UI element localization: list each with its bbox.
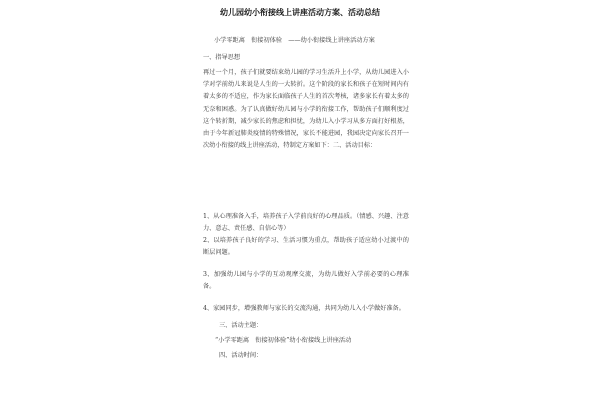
goal-item-4: 4、家园同步，增强教师与家长的交流沟通，共同为幼儿入小学做好准备。 <box>203 305 405 312</box>
activity-theme-text: “小学零距离 衔接初体验”幼小衔接线上讲座活动 <box>215 337 352 344</box>
goal-item-2: 2、以培养孩子良好的学习、生活习惯为重点，帮助孩子适应幼小过渡中的断层问题。 <box>203 237 409 257</box>
guiding-ideology-paragraph: 再过一个月，孩子们就要结束幼儿园的学习生活升上小学，从幼儿园进入小学对学前幼儿来说是人生的一大转折。这个阶段的家长和孩子在短时间内有着太多的不适应，作为家长面临孩子人生的首次考核，诸多家长有着太多的无奈和困惑。为了认真做好幼儿园与小学的衔接工作，帮助孩子们顺利度过这个转折期，减少家长的焦虑和担忧，为幼儿入小学习从多方面打好根基，由于今年新冠肺炎疫情的特殊情况，家长不能进园，我园决定向家长召开一次幼小衔接的线上讲座活动，特制定方案如下：二、活动目标： <box>203 69 409 150</box>
document-title: 幼儿园幼小衔接线上讲座活动方案、活动总结 <box>220 7 380 17</box>
section-heading-guiding-ideology: 一、指导思想 <box>203 54 241 61</box>
goal-item-3: 3、加强幼儿园与小学的互动观摩交流，为幼儿做好入学前必要的心理准备。 <box>203 271 409 291</box>
section-heading-time: 四、活动时间： <box>219 352 263 359</box>
section-heading-theme: 三、活动主题： <box>219 322 263 329</box>
goal-item-1: 1、从心理准备入手，培养孩子入学前良好的心理品质。（情感、兴趣、注意力、意志、责任感、自信心等） <box>203 213 409 233</box>
document-subtitle: 小学零距离 衔接初体验 ——幼小衔接线上讲座活动方案 <box>214 37 375 44</box>
